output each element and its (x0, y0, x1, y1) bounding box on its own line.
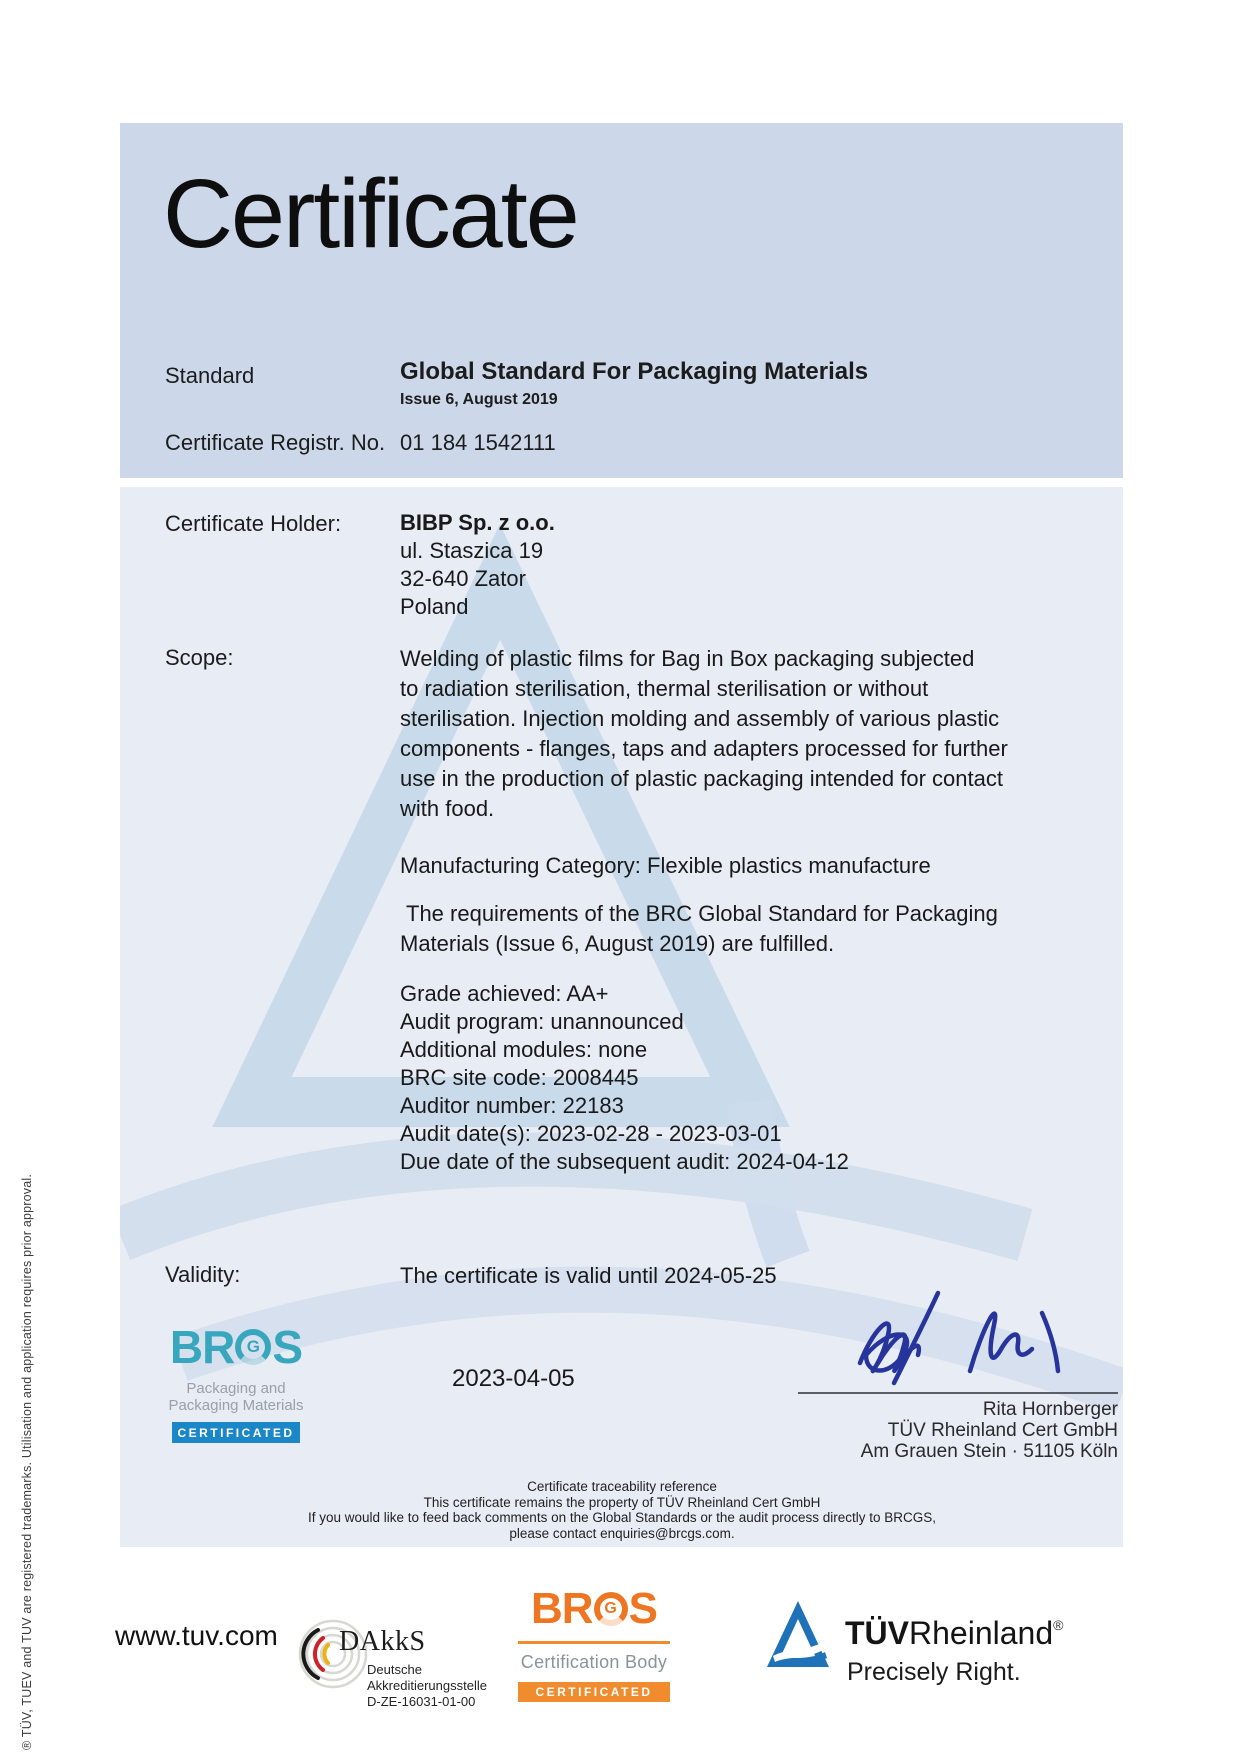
scope-line: components - flanges, taps and adapters processed for further (400, 736, 1008, 761)
dakks-org-line: Deutsche (367, 1662, 422, 1677)
holder-label: Certificate Holder: (165, 511, 342, 536)
brcgs-cb-logo (531, 1584, 657, 1634)
validity-label: Validity: (165, 1262, 241, 1287)
signer-name: Rita Hornberger (982, 1399, 1118, 1420)
standard-issue: Issue 6, August 2019 (400, 391, 558, 408)
scope-line: with food. (400, 796, 495, 821)
tuv-tagline: Precisely Right. (847, 1658, 1021, 1686)
tuv-triangle-icon (765, 1598, 831, 1672)
brcgs-cb-letters-left: BR (531, 1584, 593, 1633)
tuv-brand: TÜVRheinland® (845, 1615, 1064, 1651)
audit-detail-line: Auditor number: 22183 (400, 1093, 624, 1118)
issue-date: 2023-04-05 (452, 1365, 575, 1392)
fine-print-line: If you would like to feed back comments on the Global Standards or the audit process directly to BRCGS, (307, 1510, 937, 1525)
registration-value: 01 184 1542111 (400, 430, 556, 455)
validity-value: The certificate is valid until 2024-05-25 (400, 1263, 777, 1288)
body-band (120, 487, 1123, 1547)
brcgs-certification-body-mark (518, 1584, 670, 1702)
brcgs-cb-subtitle: Certification Body (520, 1652, 668, 1672)
brcgs-letters-left: BR (169, 1321, 235, 1373)
brcgs-cb-certificated-badge: CERTIFICATED (518, 1682, 670, 1702)
dakks-accreditation-id: D-ZE-16031-01-00 (367, 1694, 476, 1709)
signature-line (798, 1392, 1118, 1394)
audit-detail-line: Additional modules: none (400, 1037, 648, 1062)
page-title: Certificate (163, 159, 578, 268)
holder-address-line: Poland (400, 594, 469, 619)
brcgs-cb-letters-right: S (628, 1584, 657, 1633)
standard-label: Standard (165, 363, 255, 388)
brcgs-g-ring-icon: G (235, 1329, 271, 1365)
holder-address-line: ul. Staszica 19 (400, 538, 544, 563)
fine-print (292, 1479, 952, 1541)
trademark-side-note: ® TÜV, TUEV and TUV are registered trademarks. Utilisation and application requires prior approval. (20, 1173, 34, 1750)
dakks-mark (293, 1610, 528, 1720)
standard-value: Global Standard For Packaging Materials (400, 358, 869, 385)
brcgs-packaging-mark (155, 1320, 317, 1443)
scope-line: use in the production of plastic packaging intended for contact (400, 766, 1003, 791)
holder-name: BIBP Sp. z o.o. (400, 510, 555, 535)
brcgs-letters-right: S (272, 1321, 303, 1373)
signature-icon (820, 1279, 1110, 1391)
fine-print-line: please contact enquiries@brcgs.com. (509, 1525, 735, 1541)
dakks-name: DAkkS (339, 1626, 426, 1657)
signer-org: TÜV Rheinland Cert GmbH (887, 1420, 1118, 1441)
brcgs-logo (170, 1320, 302, 1374)
registration-label: Certificate Registr. No. (165, 430, 386, 455)
tuv-rheinland-logo (765, 1595, 1125, 1705)
registered-mark: ® (1053, 1617, 1064, 1633)
holder-address-line: 32-640 Zator (400, 566, 526, 591)
signer-address: Am Grauen Stein · 51105 Köln (860, 1441, 1118, 1462)
audit-detail-line: Audit program: unannounced (400, 1009, 684, 1034)
manufacturing-category: Manufacturing Category: Flexible plastics manufacture (400, 853, 931, 878)
scope-line: Welding of plastic films for Bag in Box packaging subjected (400, 646, 975, 671)
certificated-badge: CERTIFICATED (172, 1422, 300, 1443)
scope-line: sterilisation. Injection molding and assembly of various plastic (400, 706, 1000, 731)
audit-detail-line: BRC site code: 2008445 (400, 1065, 639, 1090)
fine-print-line: Certificate traceability reference (527, 1479, 717, 1494)
audit-detail-line: Audit date(s): 2023-02-28 - 2023-03-01 (400, 1121, 782, 1146)
header-band (120, 123, 1123, 478)
dakks-details (367, 1662, 487, 1710)
audit-detail-line: Due date of the subsequent audit: 2024-04-12 (400, 1149, 849, 1174)
dakks-org-line: Akkreditierungsstelle (367, 1678, 487, 1693)
scope-label: Scope: (165, 645, 234, 670)
brcgs-cb-g-ring-icon: G (594, 1592, 628, 1626)
brcgs-cb-rule (518, 1641, 670, 1644)
scope-line: to radiation sterilisation, thermal sterilisation or without (400, 676, 929, 701)
brcgs-subtitle: Packaging and Packaging Materials (168, 1380, 304, 1414)
requirements-line: Materials (Issue 6, August 2019) are fulfilled. (400, 931, 835, 956)
fine-print-line: This certificate remains the property of TÜV Rheinland Cert GmbH (423, 1494, 821, 1510)
audit-detail-line: Grade achieved: AA+ (400, 981, 609, 1006)
tuv-website: www.tuv.com (115, 1620, 278, 1651)
requirements-line: The requirements of the BRC Global Standard for Packaging (406, 901, 998, 926)
